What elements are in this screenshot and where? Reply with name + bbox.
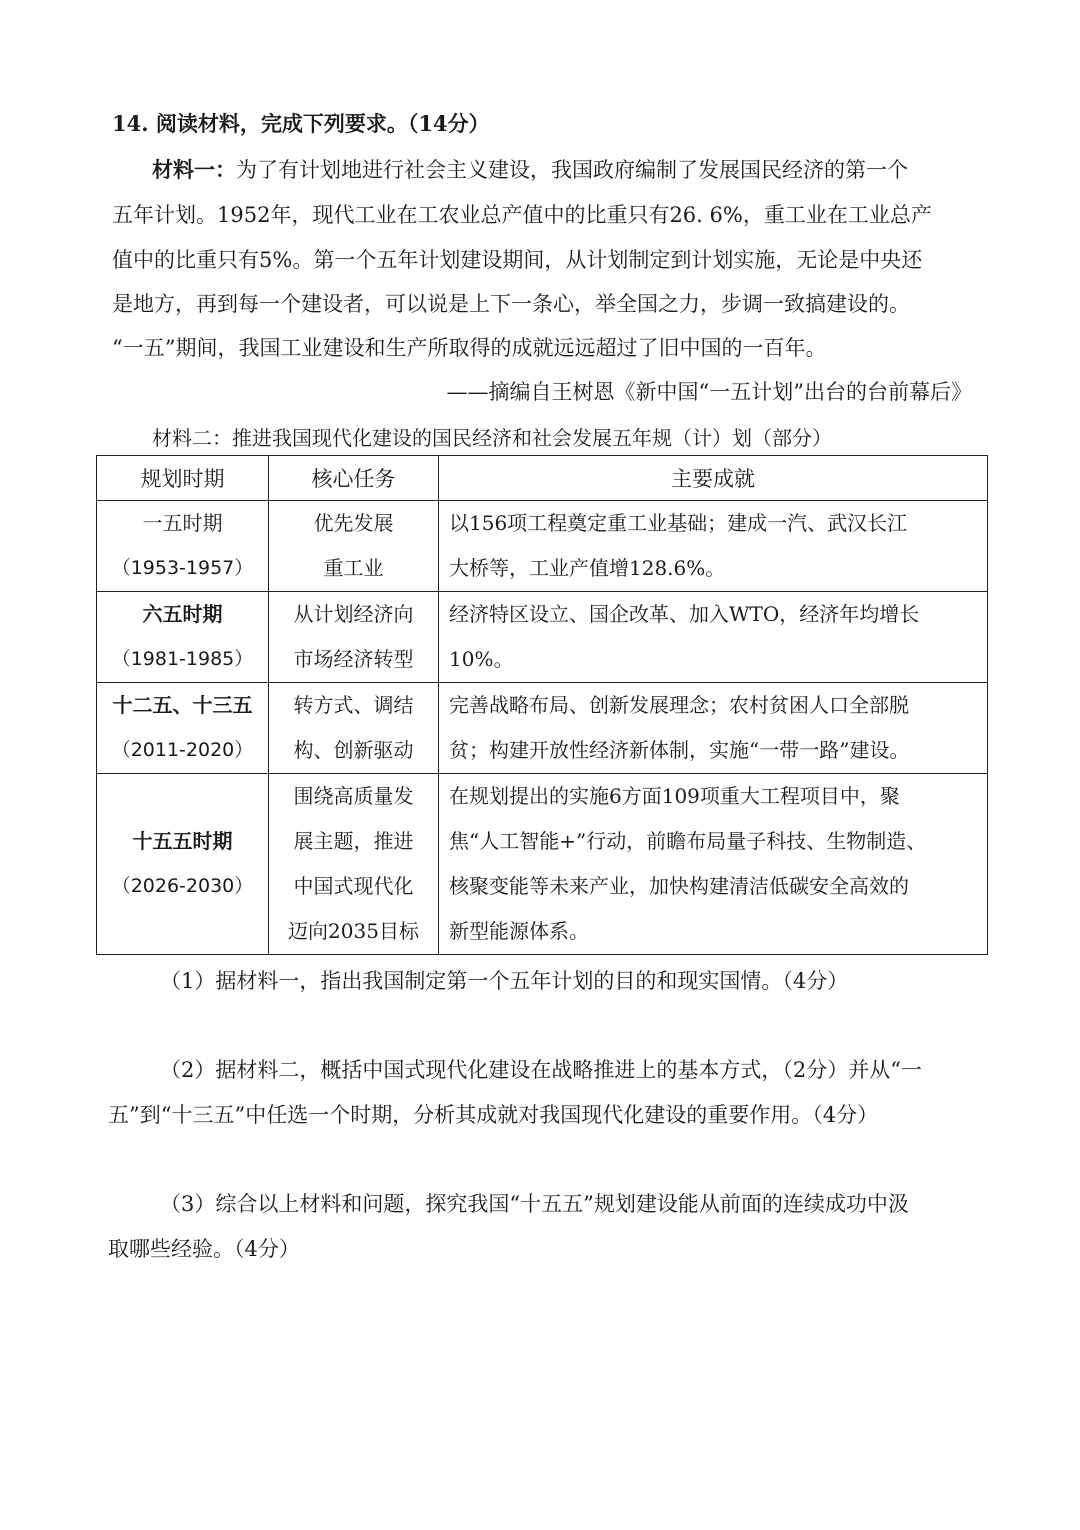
period-cell [97,501,269,592]
achievement-line: 贫；构建开放性经济新体制，实施“一带一路”建设。 [449,738,910,762]
material1-text: 为了有计划地进行社会主义建设，我国政府编制了发展国民经济的第一个 [236,158,908,182]
sub-question-2-line-2: 五”到“十三五”中任选一个时期，分析其成就对我国现代化建设的重要作用。（4分） [108,1103,879,1127]
period-name: 十五五时期 [132,829,233,853]
achievement-line: 经济特区设立、国企改革、加入WTO，经济年均增长 [449,602,920,626]
achievement-line: 焦“人工智能+”行动，前瞻布局量子科技、生物制造、 [449,829,927,853]
task-line: 优先发展 [313,511,394,535]
table-header-row [97,456,988,501]
task-line: 中国式现代化 [293,874,414,898]
task-cell [269,592,439,683]
material1-line-3: 值中的比重只有5%。第一个五年计划建设期间，从计划制定到计划实施，无论是中央还 [112,248,923,272]
achievement-cell [439,774,988,955]
task-line: 构、创新驱动 [293,738,414,762]
task-line: 从计划经济向 [293,602,414,626]
period-years: （1953-1957） [111,557,254,579]
period-name: 十二五、十三五 [112,693,253,717]
table-row [97,774,988,955]
material1-line-5: “一五”期间，我国工业建设和生产所取得的成就远远超过了旧中国的一百年。 [112,336,827,360]
period-years: （2026-2030） [111,875,254,897]
period-name: 六五时期 [142,602,223,626]
task-line: 市场经济转型 [293,647,414,671]
achievement-line: 大桥等，工业产值增128.6%。 [449,556,726,580]
period-years: （1981-1985） [111,648,254,670]
task-line: 展主题，推进 [293,829,414,853]
question-title: 14. 阅读材料，完成下列要求。（14分） [112,111,490,136]
table-row [97,592,988,683]
achievement-cell [439,683,988,774]
sub-question-3-line-1: （3）综合以上材料和问题，探究我国“十五五”规划建设能从前面的连续成功中汲 [160,1192,909,1216]
header-achievement: 主要成就 [439,456,988,501]
task-cell [269,774,439,955]
material1-label: 材料一： [152,157,236,182]
task-line: 转方式、调结 [293,693,414,717]
achievement-line: 在规划提出的实施6方面109项重大工程项目中，聚 [449,784,900,808]
table-row [97,501,988,592]
material1-line-1 [152,156,908,184]
period-name: 一五时期 [142,511,223,535]
achievement-cell [439,501,988,592]
five-year-plan-table [96,455,988,955]
sub-question-1: （1）据材料一，指出我国制定第一个五年计划的目的和现实国情。（4分） [160,969,849,993]
material2-caption: 材料二：推进我国现代化建设的国民经济和社会发展五年规（计）划（部分） [152,426,832,450]
achievement-line: 以156项工程奠定重工业基础；建成一汽、武汉长江 [449,511,908,535]
table-row [97,683,988,774]
header-task: 核心任务 [269,456,439,501]
period-cell [97,683,269,774]
material1-source: ——摘编自王树恩《新中国“一五计划”出台的台前幕后》 [446,380,972,404]
task-cell [269,683,439,774]
material1-line-2: 五年计划。1952年，现代工业在工农业总产值中的比重只有26. 6%，重工业在工业总产 [112,203,932,227]
sub-question-3-line-2: 取哪些经验。（4分） [108,1237,300,1261]
task-line: 迈向2035目标 [288,919,419,943]
task-line: 重工业 [323,556,384,580]
achievement-line: 核聚变能等未来产业，加快构建清洁低碳安全高效的 [449,874,909,898]
achievement-cell [439,592,988,683]
task-cell [269,501,439,592]
period-cell [97,774,269,955]
period-cell [97,592,269,683]
header-period: 规划时期 [97,456,269,501]
achievement-line: 10%。 [449,647,514,671]
achievement-line: 新型能源体系。 [449,919,589,943]
material1-line-4: 是地方，再到每一个建设者，可以说是上下一条心，举全国之力，步调一致搞建设的。 [112,292,910,316]
period-years: （2011-2020） [111,739,254,761]
task-line: 围绕高质量发 [293,784,414,808]
sub-question-2-line-1: （2）据材料二，概括中国式现代化建设在战略推进上的基本方式，（2分）并从“一 [160,1058,922,1082]
achievement-line: 完善战略布局、创新发展理念；农村贫困人口全部脱 [449,693,909,717]
